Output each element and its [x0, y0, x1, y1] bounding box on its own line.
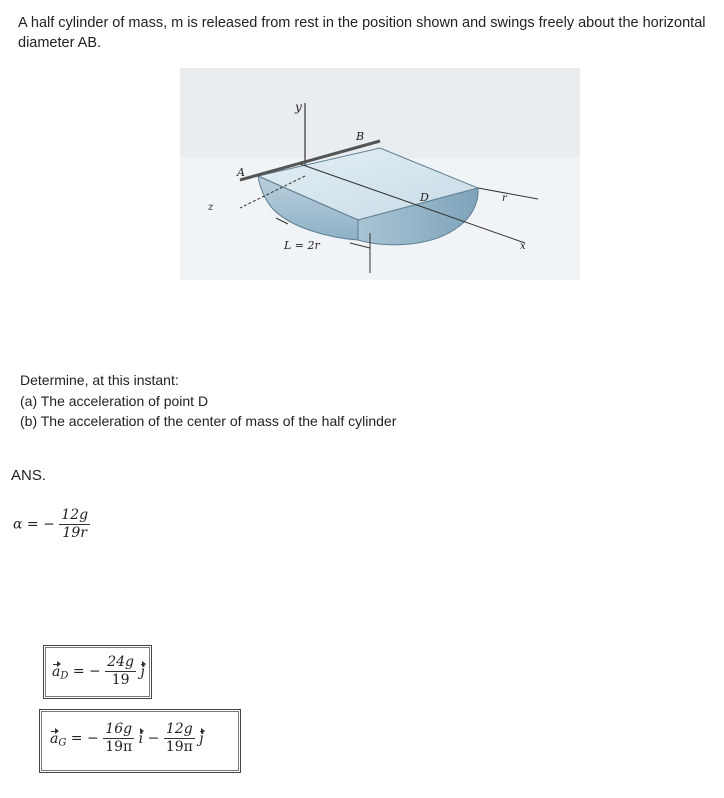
problem-statement: A half cylinder of mass, m is released from rest in the position shown and swings freely about the horizontal diameter AB. — [18, 15, 706, 51]
alpha-symbol: α — [13, 516, 23, 533]
a-G-denominator-2: 19π — [165, 739, 193, 755]
a-D-subscript: D — [60, 670, 69, 682]
alpha-equation — [13, 507, 90, 542]
acceleration-D-equation — [52, 654, 145, 689]
a-G-denominator-1: 19π — [105, 739, 133, 755]
a-D-symbol: a — [52, 663, 61, 680]
acceleration-D-box — [43, 645, 152, 699]
a-G-subscript: G — [58, 737, 67, 749]
acceleration-G-box — [39, 709, 241, 773]
j-unit-vector-2: j — [199, 730, 204, 747]
a-G-equals: = − — [66, 730, 99, 747]
i-unit-vector: i — [138, 730, 144, 747]
label-y: y — [295, 100, 302, 114]
label-x: x — [520, 241, 526, 252]
half-cylinder-figure — [180, 68, 580, 280]
acceleration-G-equation — [50, 721, 204, 756]
answers-heading: ANS. — [11, 467, 47, 484]
alpha-fraction — [59, 507, 90, 542]
a-D-fraction — [105, 654, 136, 689]
label-D: D — [420, 191, 429, 204]
alpha-numerator: 12g — [61, 507, 89, 523]
a-D-numerator: 24g — [107, 654, 134, 670]
a-G-symbol: a — [50, 730, 59, 747]
label-A: A — [237, 166, 245, 179]
question-block — [20, 370, 540, 432]
alpha-equals: = − — [22, 516, 55, 533]
question-lead: Determine, at this instant: — [20, 372, 179, 388]
a-G-minus: − — [143, 730, 164, 747]
a-G-fraction-2 — [164, 721, 195, 756]
a-G-numerator-2: 12g — [164, 721, 195, 739]
alpha-denominator: 19r — [62, 525, 87, 541]
question-part-a: (a) The acceleration of point D — [20, 392, 209, 409]
label-r: r — [502, 193, 507, 204]
question-part-b: (b) The acceleration of the center of mass of the half cylinder — [20, 413, 397, 429]
a-G-fraction-1 — [103, 721, 134, 756]
a-G-numerator-1: 16g — [103, 721, 134, 739]
a-D-equals: = − — [68, 663, 101, 680]
figure-faded-panel — [180, 68, 580, 158]
label-z: z — [208, 202, 214, 213]
a-D-denominator: 19 — [111, 672, 130, 688]
label-B: B — [356, 130, 365, 143]
j-unit-vector: j — [140, 663, 145, 680]
label-L: L = 2r — [284, 239, 320, 252]
